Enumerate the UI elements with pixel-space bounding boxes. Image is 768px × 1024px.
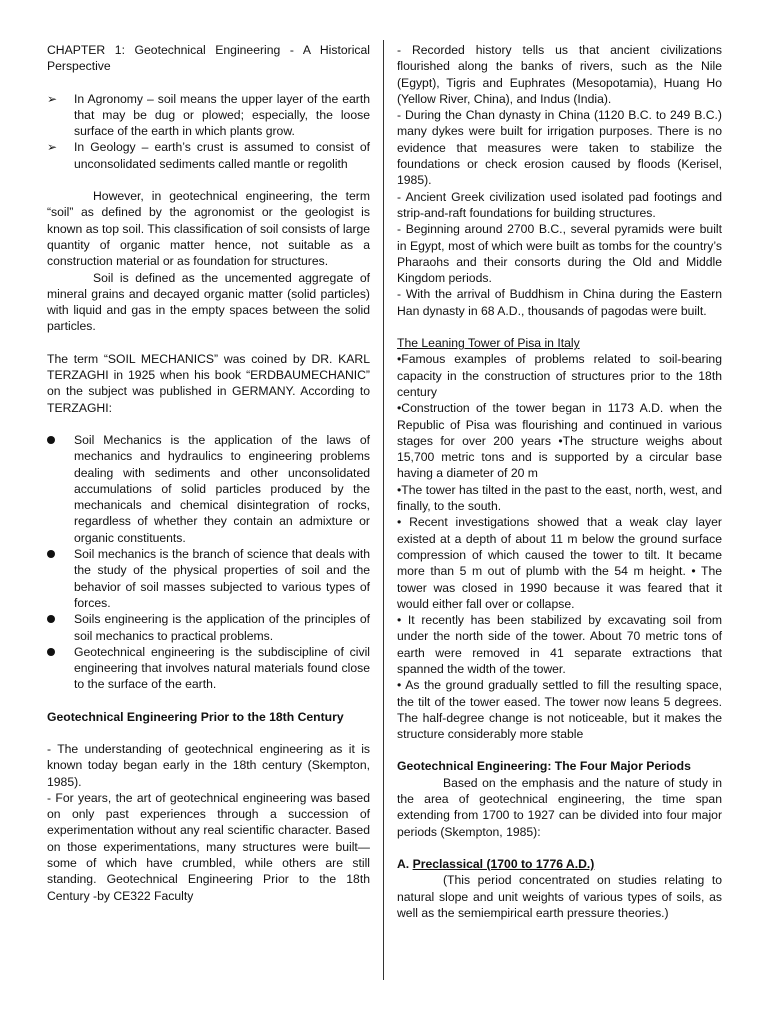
section-heading: Geotechnical Engineering Prior to the 18th Century <box>47 709 344 724</box>
bullet-dot-icon <box>47 546 63 562</box>
paragraph: - The understanding of geotechnical engineering as it is known today began early in the 18th century (Skempton, 1985). <box>47 741 370 789</box>
list-item: ➢ In Agronomy – soil means the upper layer of the earth that may be dug or plowed; especially, the loose surface of the earth in which plants grow. <box>47 91 370 139</box>
left-column <box>47 42 370 904</box>
list-item: Soil mechanics is the branch of science that deals with the study of the physical properties of soil and the behavior of soil masses subjected to various types of forces. <box>47 546 370 611</box>
arrow-bullet-icon: ➢ <box>47 91 58 106</box>
paragraph: •Construction of the tower began in 1173 A.D. when the Republic of Pisa was flourishing and continued in various stages for over 200 years •The structure weighs about 15,700 metric tons and is supported by a circular base having a diameter of 20 m <box>397 401 722 481</box>
terzaghi-list <box>47 432 370 693</box>
definition-list <box>47 91 370 172</box>
paragraph: - Recorded history tells us that ancient civilizations flourished along the banks of rivers, such as the Nile (Egypt), Tigris and Euphrates (Mesopotamia), Huang Ho (Yellow River, China), and Indus (India). <box>397 43 722 106</box>
paragraph: • Recent investigations showed that a weak clay layer existed at a depth of about 11 m below the ground surface compression of which caused the tower to tilt. It became more than 5 m out of plumb with the 54 m height. • The tower was closed in 1990 because it was feared that it would either fall over or collapse. <box>397 515 722 611</box>
paragraph: - During the Chan dynasty in China (1120 B.C. to 249 B.C.) many dykes were built for irrigation purposes. There is no evidence that measures were taken to stabilize the foundations or check erosion caused by floods (Kerisel, 1985). <box>397 108 722 188</box>
paragraph: Soil is defined as the uncemented aggregate of mineral grains and decayed organic matter (solid particles) with liquid and gas in the empty spaces between the solid particles. <box>47 270 370 334</box>
paragraph: However, in geotechnical engineering, the term “soil” as defined by the agronomist or the geologist is known as top soil. This classification of soil consists of large quantity of organic matter hence, not suitable as a construction material or as foundation for structures. <box>47 189 370 269</box>
subsection-title: Preclassical (1700 to 1776 A.D.) <box>412 856 595 871</box>
right-column <box>397 42 722 921</box>
pisa-heading: The Leaning Tower of Pisa in Italy <box>397 336 580 351</box>
paragraph: - For years, the art of geotechnical engineering was based on only past experiences through a succession of experimentation without any real scientific character. Based on those experimentations, many structures were built—some of which have crumbled, while others are still standing. Geotechnical Engineering Prior to the 18th Century -by CE322 Faculty <box>47 790 370 903</box>
list-item: Soils engineering is the application of the principles of soil mechanics to practical problems. <box>47 611 370 644</box>
paragraph: (This period concentrated on studies relating to natural slope and unit weights of various types of soils, as well as the semiempirical earth pressure theories.) <box>397 873 722 920</box>
paragraph: •The tower has tilted in the past to the east, north, west, and finally, to the south. <box>397 482 722 514</box>
list-item: ➢ In Geology – earth’s crust is assumed to consist of unconsolidated sediments called mantle or regolith <box>47 140 370 171</box>
chapter-title: CHAPTER 1: Geotechnical Engineering - A Historical Perspective <box>47 43 370 74</box>
column-divider <box>383 40 384 980</box>
list-item: Geotechnical engineering is the subdiscipline of civil engineering that involves natural materials found close to the surface of the earth. <box>47 644 370 693</box>
paragraph: • It recently has been stabilized by excavating soil from under the north side of the tower. About 70 metric tons of earth were removed in 41 separate extractions that spanned the width of the tower. <box>397 613 722 676</box>
bullet-dot-icon <box>47 644 63 660</box>
paragraph: •Famous examples of problems related to soil-bearing capacity in the construction of structures prior to the 18th century <box>397 352 722 399</box>
arrow-bullet-icon: ➢ <box>47 140 58 155</box>
bullet-dot-icon <box>47 611 63 627</box>
paragraph: - Ancient Greek civilization used isolated pad footings and strip-and-raft foundations for building structures. <box>397 189 722 220</box>
paragraph: The term “SOIL MECHANICS” was coined by DR. KARL TERZAGHI in 1925 when his book “ERDBAUMECHANIC” on the subject was published in GERMANY. According to TERZAGHI: <box>47 351 370 415</box>
paragraph: Based on the emphasis and the nature of study in the area of geotechnical engineering, the time span extending from 1700 to 1927 can be divided into four major periods (Skempton, 1985): <box>397 775 722 839</box>
list-item: Soil Mechanics is the application of the laws of mechanics and hydraulics to engineering problems dealing with sediments and other unconsolidated accumulations of solid particles produced by the mechanicals and chemical disintegration of rocks, regardless of whether they contain an admixture or organic constituents. <box>47 432 370 546</box>
paragraph: • As the ground gradually settled to fill the resulting space, the tilt of the tower eased. The tower now leans 5 degrees. The half-degree change is not noticeable, but it makes the structure considerably more stable <box>397 678 722 742</box>
paragraph: - With the arrival of Buddhism in China during the Eastern Han dynasty in 68 A.D., thousands of pagodas were built. <box>397 287 722 318</box>
subsection-heading: A. Preclassical (1700 to 1776 A.D.) <box>397 856 595 871</box>
paragraph: - Beginning around 2700 B.C., several pyramids were built in Egypt, most of which were built as tombs for the country’s Pharaohs and their consorts during the Old and Middle Kingdom periods. <box>397 222 722 286</box>
section-heading: Geotechnical Engineering: The Four Major Periods <box>397 759 691 774</box>
bullet-dot-icon <box>47 432 63 448</box>
